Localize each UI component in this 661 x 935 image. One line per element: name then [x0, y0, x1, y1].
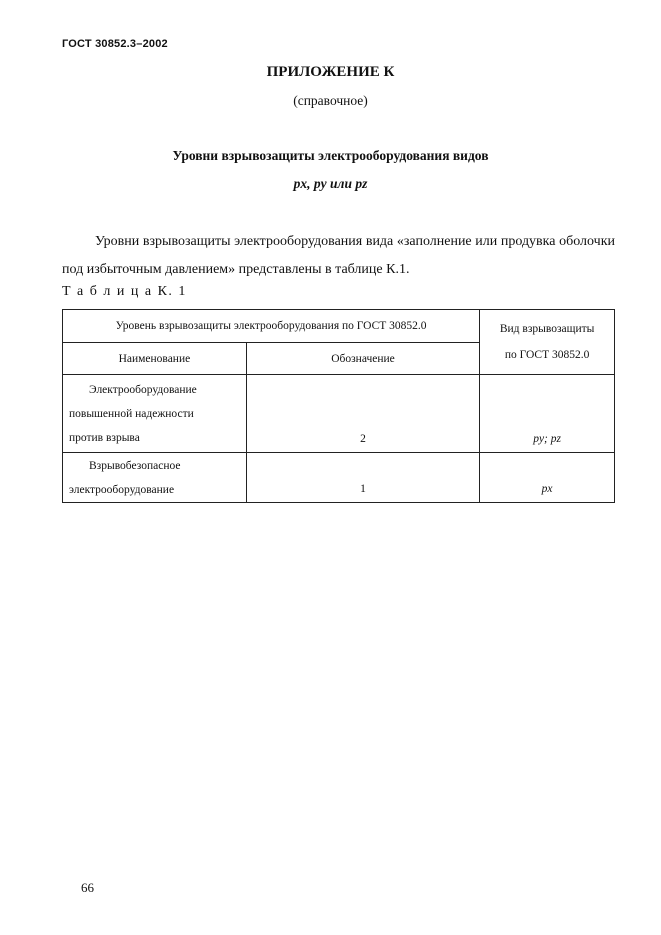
header-group-cell: Уровень взрывозащиты электрооборудования по ГОСТ 30852.0: [63, 310, 480, 343]
row-type-cell: px: [480, 453, 615, 503]
page-number: 66: [81, 880, 94, 895]
header-type-line2: по ГОСТ 30852.0: [504, 349, 590, 361]
row-name-line: Электрооборудование: [89, 383, 197, 396]
table-row: [63, 375, 615, 453]
document-standard-header: ГОСТ 30852.3–2002: [62, 38, 168, 50]
section-subtitle: px, py или pz: [293, 176, 368, 191]
header-type-cell: [480, 310, 615, 375]
appendix-title: ПРИЛОЖЕНИЕ К: [266, 64, 395, 80]
appendix-subtitle: (справочное): [293, 93, 368, 108]
row-type-cell: py; pz: [480, 375, 615, 453]
row-name-cell: [63, 375, 247, 453]
row-name-line: электрооборудование: [69, 483, 175, 496]
table-label: Т а б л и ц а К. 1: [62, 284, 187, 299]
row-designation-cell: 2: [246, 375, 479, 453]
header-type-line1: Вид взрывозащиты: [499, 323, 595, 335]
row-name-line: Взрывобезопасное: [89, 459, 181, 472]
row-name-cell: [63, 453, 247, 503]
row-name-line: против взрыва: [69, 431, 140, 444]
header-designation-cell: Обозначение: [246, 343, 479, 375]
row-name-line: повышенной надежности: [69, 407, 194, 420]
section-title: Уровни взрывозащиты электрооборудования видов: [172, 148, 489, 163]
header-name-cell: Наименование: [63, 343, 247, 375]
body-paragraph: Уровни взрывозащиты электрооборудования вида «заполнение или продувка оболочки под избыточным давлением» представлены в таблице К.1.: [62, 234, 615, 277]
protection-levels-table: [62, 309, 615, 503]
row-designation-cell: 1: [246, 453, 479, 503]
table-row: [63, 453, 615, 503]
table-header-row: [63, 310, 615, 343]
